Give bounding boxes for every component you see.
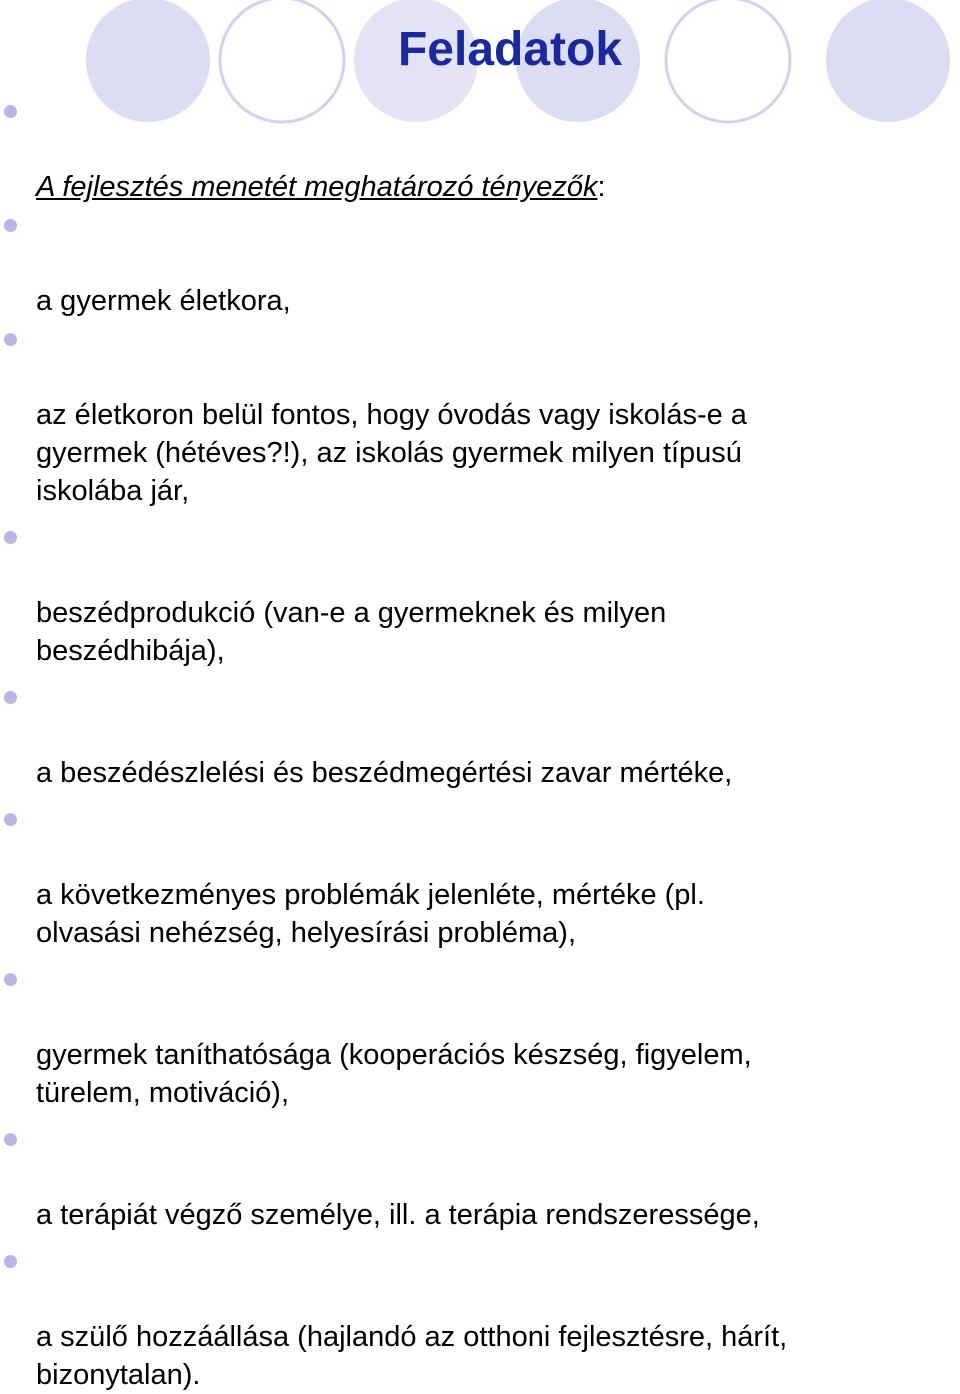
slide-title: Feladatok: [397, 23, 623, 76]
bullet-list: [0, 92, 960, 1394]
bullet-text: a következményes problémák jelenléte, mértéke (pl. olvasási nehézség, helyesírási probléma),: [36, 879, 705, 949]
heading-suffix: :: [597, 171, 606, 203]
bullet-item: [0, 1242, 960, 1394]
bullet-text: az életkoron belül fontos, hogy óvodás vagy iskolás-e a gyermek (hétéves?!), az iskolás gyermek milyen típusú iskolába jár,: [36, 399, 747, 507]
bullet-text: beszédprodukció (van-e a gyermeknek és milyen beszédhibája),: [36, 597, 667, 667]
bullet-dot-icon: [4, 333, 17, 346]
bullet-dot-icon: [4, 1255, 17, 1268]
bullet-dot-icon: [4, 973, 17, 986]
bullet-item: [0, 518, 960, 670]
bullet-dot-icon: [4, 691, 17, 704]
bullet-dot-icon: [4, 531, 17, 544]
bullet-item: [0, 206, 960, 320]
bullet-text: a terápiát végző személye, ill. a terápia rendszeressége,: [36, 1199, 760, 1231]
heading-text: A fejlesztés menetét meghatározó tényezők: [36, 171, 598, 203]
bullet-item: [0, 320, 960, 510]
bullet-dot-icon: [4, 105, 17, 118]
bullet-text: a beszédészlelési és beszédmegértési zavar mértéke,: [36, 757, 733, 789]
bullet-dot-icon: [4, 219, 17, 232]
bullet-dot-icon: [4, 813, 17, 826]
bullet-dot-icon: [4, 1133, 17, 1146]
bullet-item: [0, 800, 960, 952]
bullet-item: [0, 960, 960, 1112]
bullet-text: a szülő hozzáállása (hajlandó az otthoni fejlesztésre, hárít, bizonytalan).: [36, 1321, 788, 1391]
bullet-text: a gyermek életkora,: [36, 285, 291, 317]
bullet-heading: [0, 92, 960, 206]
bullet-item: [0, 1120, 960, 1234]
bullet-text: gyermek taníthatósága (kooperációs készség, figyelem, türelem, motiváció),: [36, 1039, 752, 1109]
bullet-item: [0, 678, 960, 792]
